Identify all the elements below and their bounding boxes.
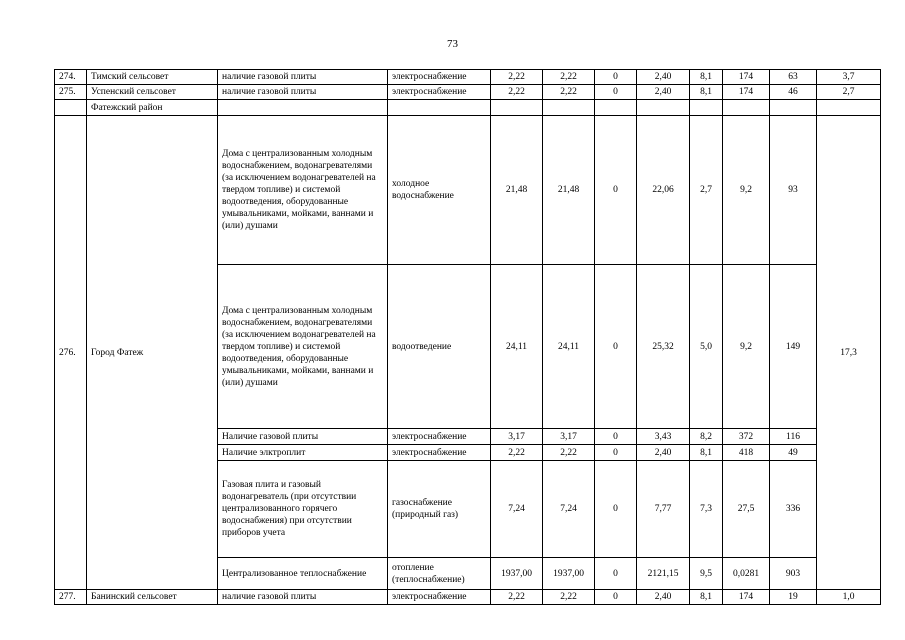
value-cell: 22,06: [637, 116, 690, 265]
value-cell: 24,11: [491, 265, 543, 429]
value-cell: 418: [723, 445, 770, 461]
value-cell: 0: [595, 429, 637, 445]
value-cell: 8,1: [690, 85, 723, 100]
municipality-name: Успенский сельсовет: [87, 85, 218, 100]
value-cell: 0,0281: [723, 558, 770, 590]
row-number: 274.: [55, 70, 87, 85]
value-cell: 7,24: [543, 461, 595, 558]
table-row: [55, 70, 881, 85]
value-cell: 5,0: [690, 265, 723, 429]
empty-cell: [690, 100, 723, 116]
housing-description: Газовая плита и газовый водонагреватель (при отсутствии централизованного горячего водоснабжения) при отсутствии приборов учета: [218, 461, 388, 558]
value-cell: 3,7: [817, 70, 881, 85]
value-cell: 903: [770, 558, 817, 590]
housing-description: Дома с централизованным холодным водоснабжением, водонагревателями (за исключением водонагревателей на твердом топливе) и системой водоотведения, оборудованные умывальниками, мойками, ваннами и (или) душами: [218, 265, 388, 429]
empty-cell: [770, 100, 817, 116]
value-cell: 8,1: [690, 70, 723, 85]
empty-cell: [55, 100, 87, 116]
utility-service: отопление (теплоснабжение): [388, 558, 491, 590]
value-cell: 8,2: [690, 429, 723, 445]
utility-service: электроснабжение: [388, 445, 491, 461]
value-cell: 2,7: [817, 85, 881, 100]
empty-cell: [723, 100, 770, 116]
utility-service: газоснабжение (природный газ): [388, 461, 491, 558]
empty-cell: [817, 100, 881, 116]
value-cell: 0: [595, 70, 637, 85]
value-cell: 2,22: [543, 70, 595, 85]
value-cell: 2,22: [543, 445, 595, 461]
utility-service: холодное водоснабжение: [388, 116, 491, 265]
value-cell: 174: [723, 70, 770, 85]
housing-description: наличие газовой плиты: [218, 590, 388, 605]
page-number: 73: [447, 38, 458, 50]
value-cell: 0: [595, 116, 637, 265]
tariff-table: [54, 69, 881, 605]
empty-cell: [388, 100, 491, 116]
value-cell: 19: [770, 590, 817, 605]
municipality-name: Банинский сельсовет: [87, 590, 218, 605]
value-cell: 7,3: [690, 461, 723, 558]
row-number: 276.: [55, 116, 87, 590]
row-number: 277.: [55, 590, 87, 605]
value-cell: 7,77: [637, 461, 690, 558]
value-cell: 46: [770, 85, 817, 100]
value-cell: 0: [595, 85, 637, 100]
value-cell: 3,17: [491, 429, 543, 445]
table-row: [55, 590, 881, 605]
district-name: Фатежский район: [87, 100, 218, 116]
value-cell: 1,0: [817, 590, 881, 605]
housing-description: Наличие элктроплит: [218, 445, 388, 461]
empty-cell: [491, 100, 543, 116]
utility-service: электроснабжение: [388, 70, 491, 85]
value-cell: 372: [723, 429, 770, 445]
housing-description: Дома с централизованным холодным водоснабжением, водонагревателями (за исключением водонагревателей на твердом топливе) и системой водоотведения, оборудованные умывальниками, мойками, ваннами и (или) душами: [218, 116, 388, 265]
value-cell: 2,22: [543, 85, 595, 100]
value-cell: 7,24: [491, 461, 543, 558]
value-cell: 3,43: [637, 429, 690, 445]
value-cell: 93: [770, 116, 817, 265]
value-cell: 24,11: [543, 265, 595, 429]
value-cell: 2,22: [543, 590, 595, 605]
municipality-name: Тимский сельсовет: [87, 70, 218, 85]
value-cell: 9,2: [723, 265, 770, 429]
value-cell: 0: [595, 558, 637, 590]
housing-description: наличие газовой плиты: [218, 70, 388, 85]
value-cell: 174: [723, 590, 770, 605]
value-cell: 0: [595, 445, 637, 461]
empty-cell: [637, 100, 690, 116]
housing-description: наличие газовой плиты: [218, 85, 388, 100]
table-row: [55, 100, 881, 116]
value-cell: 1937,00: [491, 558, 543, 590]
housing-description: Наличие газовой плиты: [218, 429, 388, 445]
value-cell: 2,40: [637, 590, 690, 605]
value-cell: 149: [770, 265, 817, 429]
row-number: 275.: [55, 85, 87, 100]
value-cell: 21,48: [491, 116, 543, 265]
utility-service: электроснабжение: [388, 590, 491, 605]
value-cell: 27,5: [723, 461, 770, 558]
utility-service: электроснабжение: [388, 85, 491, 100]
value-cell: 174: [723, 85, 770, 100]
utility-service: электроснабжение: [388, 429, 491, 445]
value-cell: 2121,15: [637, 558, 690, 590]
value-cell: 2,22: [491, 445, 543, 461]
value-cell: 0: [595, 265, 637, 429]
table-row: [55, 85, 881, 100]
value-cell: 2,22: [491, 70, 543, 85]
value-cell: 17,3: [817, 116, 881, 590]
value-cell: 2,40: [637, 85, 690, 100]
utility-service: водоотведение: [388, 265, 491, 429]
value-cell: 49: [770, 445, 817, 461]
value-cell: 2,22: [491, 590, 543, 605]
value-cell: 21,48: [543, 116, 595, 265]
value-cell: 336: [770, 461, 817, 558]
value-cell: 63: [770, 70, 817, 85]
value-cell: 8,1: [690, 445, 723, 461]
value-cell: 0: [595, 461, 637, 558]
housing-description: Централизованное теплоснабжение: [218, 558, 388, 590]
table-row: [55, 116, 881, 265]
value-cell: 2,40: [637, 70, 690, 85]
value-cell: 116: [770, 429, 817, 445]
value-cell: 2,7: [690, 116, 723, 265]
value-cell: 1937,00: [543, 558, 595, 590]
value-cell: 25,32: [637, 265, 690, 429]
value-cell: 9,5: [690, 558, 723, 590]
value-cell: 2,40: [637, 445, 690, 461]
value-cell: 9,2: [723, 116, 770, 265]
value-cell: 3,17: [543, 429, 595, 445]
value-cell: 8,1: [690, 590, 723, 605]
empty-cell: [543, 100, 595, 116]
empty-cell: [218, 100, 388, 116]
value-cell: 0: [595, 590, 637, 605]
empty-cell: [595, 100, 637, 116]
municipality-name: Город Фатеж: [87, 116, 218, 590]
value-cell: 2,22: [491, 85, 543, 100]
